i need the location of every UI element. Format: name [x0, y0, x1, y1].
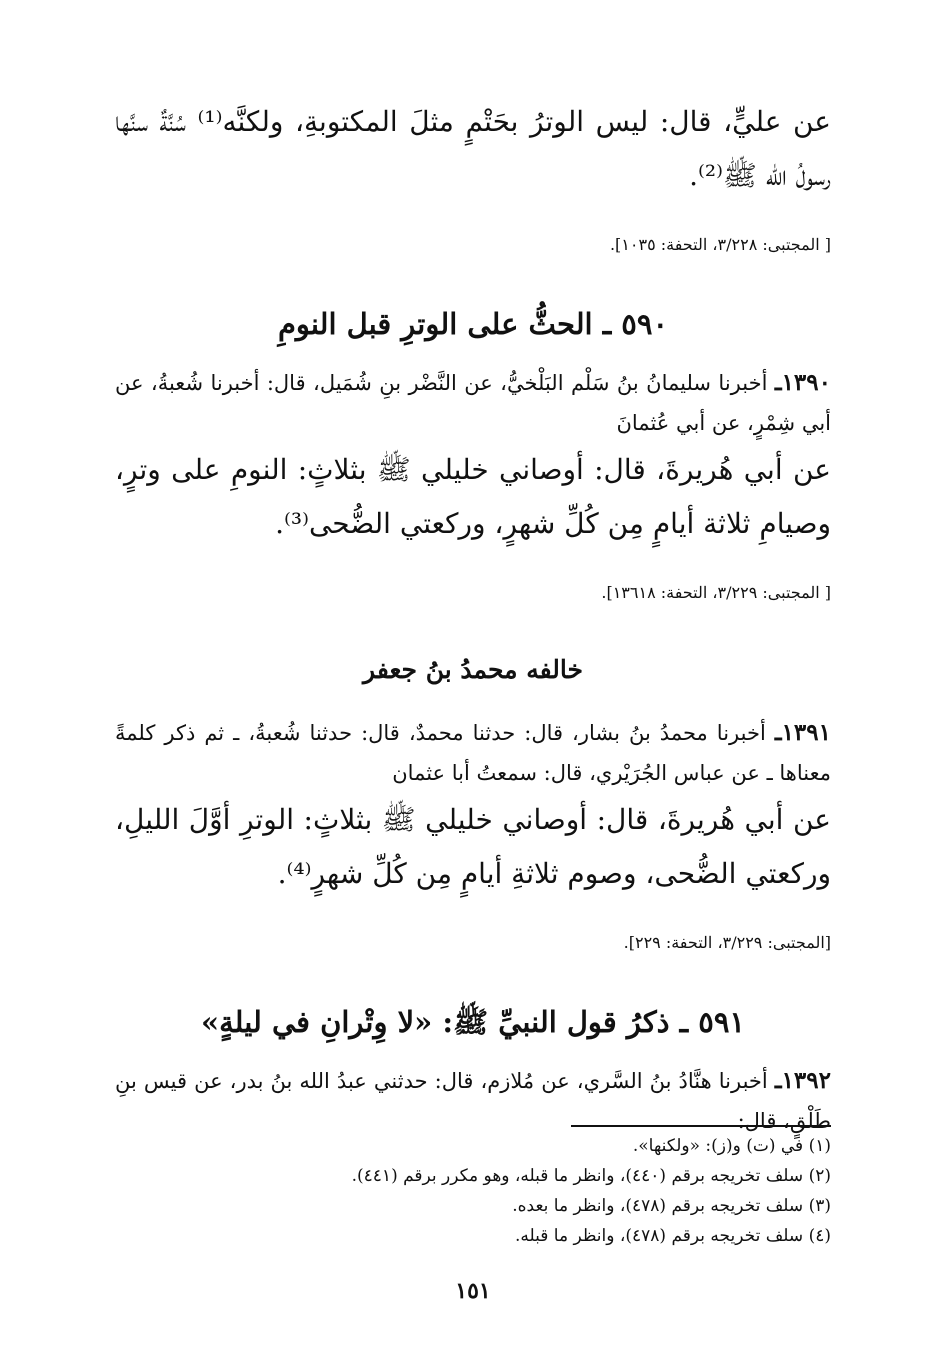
hadith-number: ١٣٩٢ـ: [774, 1067, 831, 1094]
hadith-1390-chain: [115, 363, 831, 443]
footnote: (٤) سلف تخريجه برقم (٤٧٨)، وانظر ما قبله.: [514, 1226, 831, 1246]
footnote: (٣) سلف تخريجه برقم (٤٧٨)، وانظر ما بعده.: [512, 1196, 831, 1216]
page-content: [115, 95, 831, 1141]
isnad-text: أخبرنا محمدُ بنُ بشار، قال: حدثنا محمدٌ، قال: حدثنا شُعبةُ، ـ ثم ذكر كلمةً معناها ـ عن عباس الجُرَيْري، قال: سمعتُ أبا عثمان: [115, 721, 831, 785]
reference-line: [ المجتبى: ٣/٢٢٨، التحفة: ١٠٣٥].: [609, 235, 831, 254]
reference-line: [ المجتبى: ٣/٢٢٩، التحفة: ١٣٦١٨].: [601, 583, 831, 602]
isnad-text: أخبرنا سليمانُ بنُ سَلْم البَلْخيُّ، عن النَّضْر بنِ شُمَيل، قال: أخبرنا شُعبةُ، عن أبي شِمْرٍ، عن أبي عُثمانَ: [115, 371, 831, 435]
footnote: (١) في (ت) و(ز): «ولكنها».: [632, 1136, 831, 1156]
reference-line: [المجتبى: ٣/٢٢٩، التحفة: ٢٢٩].: [623, 933, 831, 952]
hadith-number: ١٣٩٠ـ: [774, 369, 831, 396]
top-paragraph: عن عليٍّ، قال: ليس الوترُ بحَتْمٍ مثلَ المكتوبةِ، ولكنَّه⁽¹⁾ سُنَّةٌ سنَّها رسولُ الله ﷺ⁽²⁾.: [115, 105, 832, 192]
hadith-1391-text: عن أبي هُريرةَ، قال: أوصاني خليلي ﷺ بثلاثٍ: الوترِ أوَّلَ الليلِ، وركعتي الضُّحى، وصوم ثلاثةِ أيامٍ مِن كُلِّ شهرٍ⁽⁴⁾.: [115, 803, 831, 890]
page-number: ١٥١: [455, 1278, 491, 1304]
chapter-heading-590: ٥٩٠ ـ الحثُّ على الوترِ قبل النومِ: [277, 307, 669, 341]
footnote: (٢) سلف تخريجه برقم (٤٤٠)، وانظر ما قبله، وهو مكرر برقم (٤٤١).: [351, 1166, 831, 1186]
hadith-number: ١٣٩١ـ: [774, 719, 831, 746]
chapter-heading-591: ٥٩١ ـ ذكرُ قول النبيِّ ﷺ: «لا وِتْرانِ في ليلةٍ»: [200, 1005, 746, 1039]
footnotes: [115, 1125, 831, 1251]
footnote-divider: [571, 1125, 831, 1127]
hadith-1390-text: عن أبي هُريرةَ، قال: أوصاني خليلي ﷺ بثلاثٍ: النومِ على وترٍ، وصيامِ ثلاثة أيامٍ مِن كُلِّ شهرٍ، وركعتي الضُّحى⁽³⁾.: [115, 453, 831, 540]
section-subheading: خالفه محمدُ بنُ جعفر: [363, 655, 583, 684]
hadith-1391-chain: [115, 713, 831, 793]
isnad-text: أخبرنا هنَّادُ بنُ السَّري، عن مُلازم، قال: حدثني عبدُ الله بنُ بدر، عن قيس بنِ طَلْقٍ، قال:: [115, 1069, 831, 1133]
